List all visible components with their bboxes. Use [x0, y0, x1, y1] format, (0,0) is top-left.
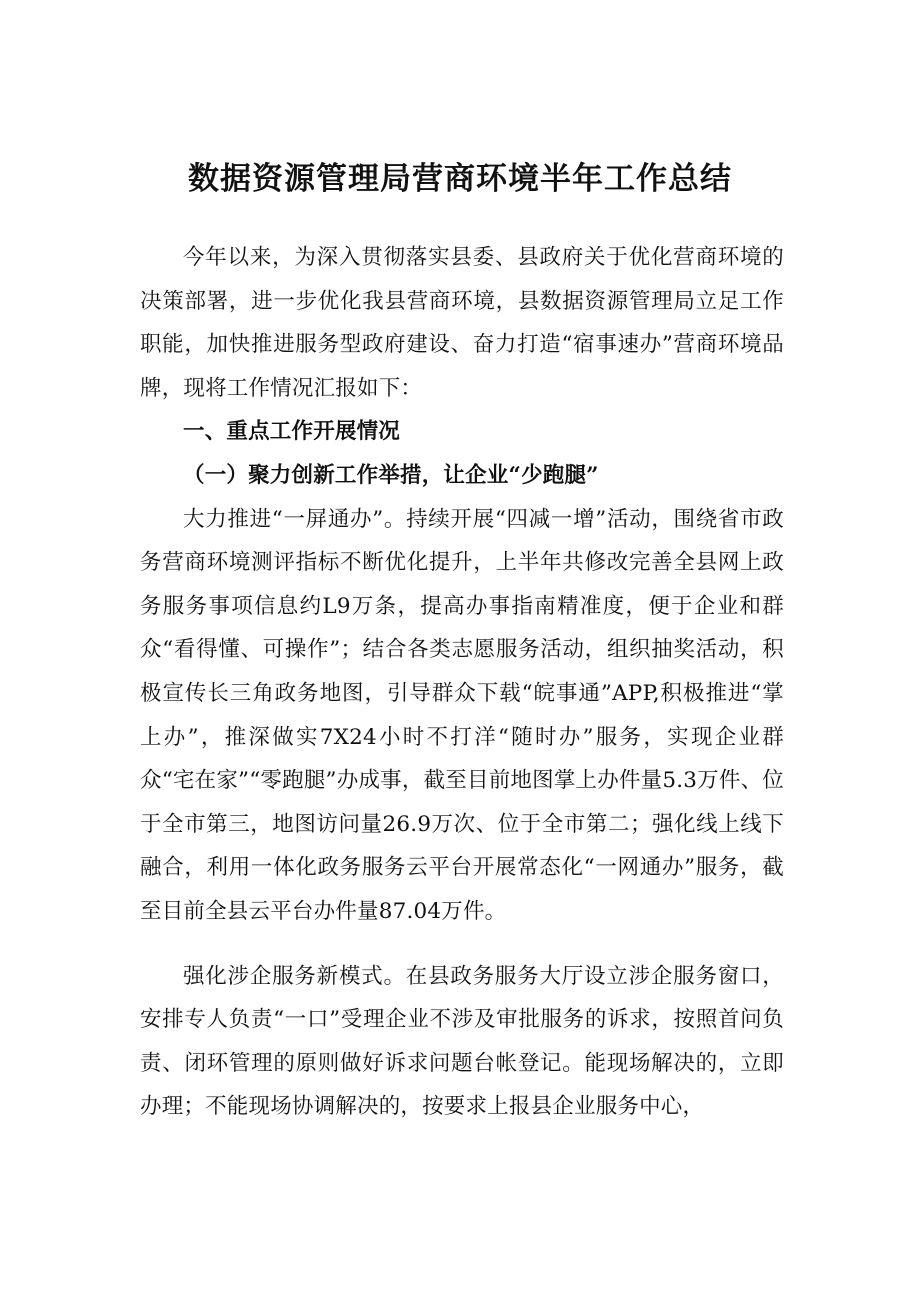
- document-body: [140, 236, 784, 1129]
- subsection-heading: （一）聚力创新工作举措，让企业“少跑腿”: [183, 462, 599, 488]
- intro-paragraph: 今年以来，为深入贯彻落实县委、县政府关于优化营商环境的决策部署，进一步优化我县营商环境，县数据资源管理局立足工作职能，加快推进服务型政府建设、奋力打造“宿事速办”营商环境品牌，现将工作情况汇报如下：: [140, 245, 784, 401]
- body-paragraph: 强化涉企服务新模式。在县政务服务大厅设立涉企服务窗口，安排专人负责“一口”受理企业不涉及审批服务的诉求，按照首问负责、闭环管理的原则做好诉求问题台帐登记。能现场解决的，立即办理；不能现场协调解决的，按要求上报县企业服务中心，: [140, 963, 784, 1120]
- document-title: 数据资源管理局营商环境半年工作总结: [188, 161, 732, 197]
- section-heading: 一、重点工作开展情况: [183, 419, 401, 445]
- body-paragraph: 大力推进“一屏通办”。持续开展“四减一增”活动，围绕省市政务营商环境测评指标不断优化提升，上半年共修改完善全县网上政务服务事项信息约L9万条，提高办事指南精准度，便于企业和群众“看得懂、可操作”；结合各类志愿服务活动，组织抽奖活动，积极宣传长三角政务地图，引导群众下载“皖事通”APP,积极推进“掌上办”，推深做实7X24小时不打洋“随时办”服务，实现企业群众“宅在家”“零跑腿”办成事，截至目前地图掌上办件量5.3万件、位于全市第三，地图访问量26.9万次、位于全市第二；强化线上线下融合，利用一体化政务服务云平台开展常态化“一网通办”服务，截至目前全县云平台办件量87.04万件。: [140, 506, 784, 924]
